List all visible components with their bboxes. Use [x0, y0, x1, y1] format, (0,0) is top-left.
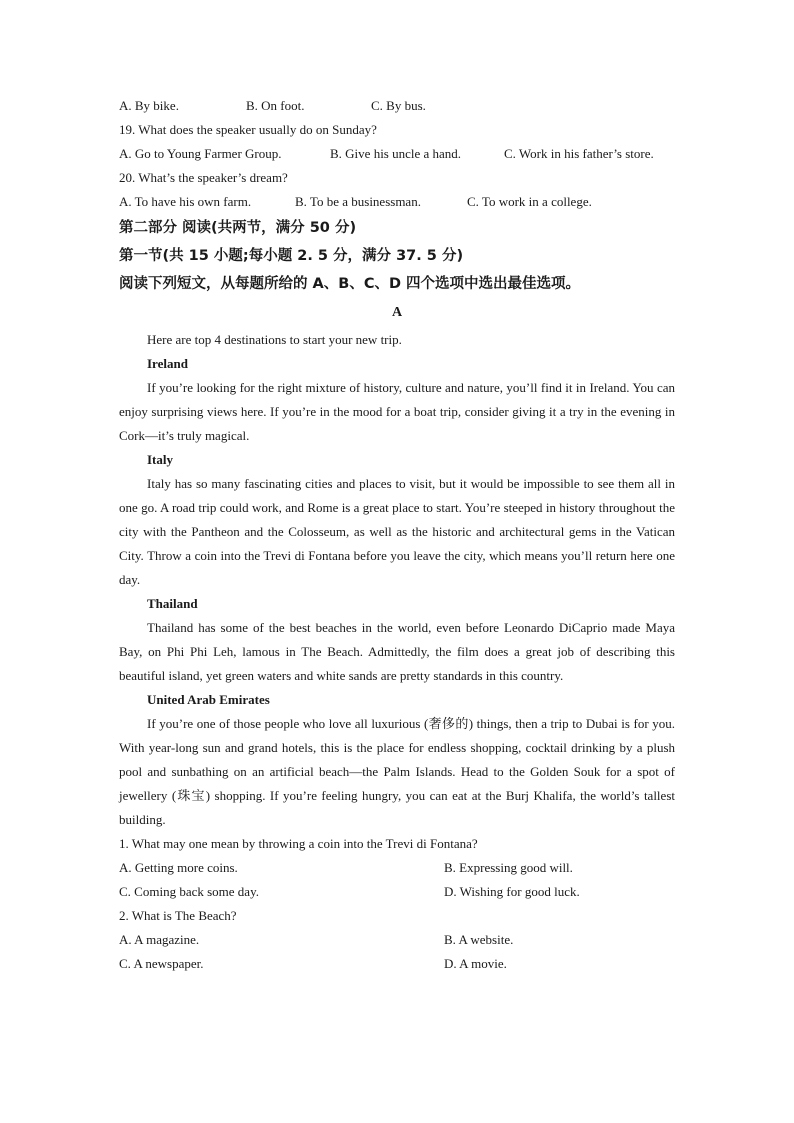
passage-letter: A [391, 305, 403, 320]
q2-options-row1 [119, 928, 675, 952]
option-c: C. By bus. [371, 98, 426, 113]
option-a: A. By bike. [119, 98, 179, 113]
paragraph-italy: Italy has so many fascinating cities and places to visit, but it would be impossible to see them all in one go. A road trip could work, and Rome is a great place to start. You’re steeped in history throughout the city with the Pantheon and the Colosseum, as well as the historic and architectural gems in the Vatican City. Throw a coin into the Trevi di Fontana before you leave the city, which means you’ll return here one day. [119, 476, 675, 587]
option-b: B. Expressing good will. [444, 860, 573, 875]
question-19-stem: 19. What does the speaker usually do on Sunday? [119, 122, 377, 137]
reading-instruction: 阅读下列短文，从每题所给的 A、B、C、D 四个选项中选出最佳选项。 [119, 276, 581, 292]
paragraph-thailand: Thailand has some of the best beaches in the world, even before Leonardo DiCaprio made Maya Bay, on Phi Phi Leh, lamous in The Beach. Admittedly, the film does a great job of describing this beautiful island, yet green waters and white sands are pretty standards in this country. [119, 620, 675, 683]
q18-options [119, 94, 675, 118]
question-20-stem: 20. What’s the speaker’s dream? [119, 170, 288, 185]
part-two-title: 第二部分 阅读(共两节，满分 50 分) [119, 220, 357, 236]
q2-options-row2 [119, 952, 675, 976]
option-d: D. Wishing for good luck. [444, 884, 580, 899]
option-c: C. Work in his father’s store. [504, 146, 654, 161]
heading-thailand: Thailand [147, 596, 198, 611]
option-b: B. A website. [444, 932, 514, 947]
heading-italy: Italy [147, 452, 173, 467]
section-one-title: 第一节(共 15 小题;每小题 2. 5 分，满分 37. 5 分) [119, 248, 464, 264]
q20-options [119, 190, 675, 214]
option-a: A. A magazine. [119, 932, 200, 947]
option-a: A. Getting more coins. [119, 860, 238, 875]
paragraph-ireland: If you’re looking for the right mixture of history, culture and nature, you’ll find it in Ireland. You can enjoy surprising views here. If you’re in the mood for a boat trip, consider giving it a try in the evening in Cork—it’s truly magical. [119, 380, 675, 443]
option-a: A. To have his own farm. [119, 194, 252, 209]
question-1-stem: 1. What may one mean by throwing a coin into the Trevi di Fontana? [119, 836, 478, 851]
q1-options-row2 [119, 880, 675, 904]
option-c: C. A newspaper. [119, 956, 204, 971]
option-a: A. Go to Young Farmer Group. [119, 146, 282, 161]
paragraph-uae: If you’re one of those people who love all luxurious (奢侈的) things, then a trip to Dubai is for you. With year-long sun and grand hotels, this is the place for endless shopping, cocktail drinking by a plush pool and sunbathing on an artificial beach—the Palm Islands. Head to the Golden Souk for a spot of jewellery (珠宝) shopping. If you’re feeling hungry, you can eat at the Burj Khalifa, the world’s tallest building. [119, 716, 675, 827]
option-c: C. To work in a college. [467, 194, 592, 209]
exam-page [119, 94, 675, 976]
option-c: C. Coming back some day. [119, 884, 259, 899]
heading-ireland: Ireland [147, 356, 188, 371]
passage-intro: Here are top 4 destinations to start your new trip. [147, 332, 402, 347]
option-b: B. To be a businessman. [295, 194, 421, 209]
option-b: B. Give his uncle a hand. [330, 146, 462, 161]
option-b: B. On foot. [246, 98, 305, 113]
heading-uae: United Arab Emirates [147, 692, 270, 707]
question-2-stem: 2. What is The Beach? [119, 908, 237, 923]
q1-options-row1 [119, 856, 675, 880]
q19-options [119, 142, 675, 166]
option-d: D. A movie. [444, 956, 507, 971]
